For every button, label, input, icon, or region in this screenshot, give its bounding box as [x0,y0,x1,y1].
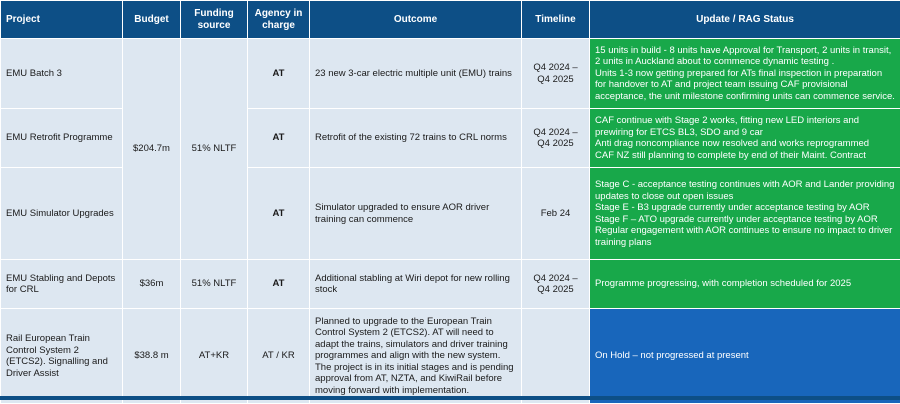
status-line: Stage E - B3 upgrade currently under acceptance testing by AOR [595,202,895,214]
status-line: training plans [595,237,895,249]
funding-value: 51% NLTF [181,39,248,260]
timeline-cell [522,309,590,404]
status-line: Anti drag noncompliance now resolved and works reprogrammed [595,138,895,150]
project-name: EMU Batch 3 [1,39,123,109]
funding-value: AT+KR [181,309,248,404]
funding-value: 51% NLTF [181,260,248,309]
status-line: 15 units in build - 8 units have Approval for Transport, 2 units in transit, [595,45,895,57]
timeline-cell [522,39,590,109]
status-cell [590,168,900,260]
table-row [1,309,900,404]
status-line: Units 1-3 now getting prepared for ATs final inspection in preparation [595,68,895,80]
status-line: On Hold – not progressed at present [595,350,895,362]
outcome-text: Retrofit of the existing 72 trains to CRL norms [310,109,522,168]
agency-value: AT [248,39,310,109]
table-row [1,260,900,309]
timeline-start: Q4 2024 – [527,273,584,285]
timeline-end: Q4 2025 [527,284,584,296]
timeline-start: Q4 2024 – [527,62,584,74]
timeline-cell [522,109,590,168]
agency-value: AT / KR [248,309,310,404]
agency-value: AT [248,109,310,168]
project-name: EMU Stabling and Depots for CRL [1,260,123,309]
agency-value: AT [248,168,310,260]
project-name: EMU Retrofit Programme [1,109,123,168]
status-line: CAF continue with Stage 2 works, fitting new LED interiors and [595,115,895,127]
timeline-start: Feb 24 [527,208,584,220]
budget-value: $38.8 m [123,309,181,404]
status-line: updates to close out open issues [595,191,895,203]
header-budget: Budget [123,1,181,39]
timeline-start: Q4 2024 – [527,127,584,139]
timeline-end: Q4 2025 [527,138,584,150]
status-line: CAF NZ still planning to complete by end of their Maint. Contract [595,150,895,162]
header-status: Update / RAG Status [590,1,900,39]
header-outcome: Outcome [310,1,522,39]
outcome-text: Additional stabling at Wiri depot for new rolling stock [310,260,522,309]
agency-value: AT [248,260,310,309]
timeline-end: Q4 2025 [527,74,584,86]
header-agency: Agency in charge [248,1,310,39]
status-line: Stage F – ATO upgrade currently under acceptance testing by AOR [595,214,895,226]
header-project: Project [1,1,123,39]
status-line: Regular engagement with AOR continues to ensure no impact to driver [595,225,895,237]
timeline-cell [522,260,590,309]
status-line: 2 units in Auckland about to commence dynamic testing . [595,56,895,68]
table-row [1,39,900,109]
status-cell [590,309,900,404]
outcome-text: 23 new 3-car electric multiple unit (EMU) trains [310,39,522,109]
project-name: Rail European Train Control System 2 (ETCS2). Signalling and Driver Assist [1,309,123,404]
footer-strip [0,396,900,400]
status-line: prewiring for ETCS BL3, SDO and 9 car [595,127,895,139]
status-line: Programme progressing, with completion scheduled for 2025 [595,278,895,290]
budget-value: $204.7m [123,39,181,260]
status-line: for handover to AT and project team issuing CAF provisional [595,79,895,91]
project-name: EMU Simulator Upgrades [1,168,123,260]
status-line: acceptance, the unit milestone confirming units can commence service. [595,91,895,103]
header-funding: Funding source [181,1,248,39]
status-cell [590,109,900,168]
status-line: Stage C - acceptance testing continues with AOR and Lander providing [595,179,895,191]
header-timeline: Timeline [522,1,590,39]
status-cell [590,260,900,309]
header-row [1,1,900,39]
outcome-text: Planned to upgrade to the European Train Control System 2 (ETCS2). AT will need to adapt the trains, simulators and driver training programmes and align with the new system. The project is in its initial stages and is pending approval from AT, NZTA, and KiwiRail before moving forward with implementation. [310,309,522,404]
budget-value: $36m [123,260,181,309]
timeline-cell [522,168,590,260]
outcome-text: Simulator upgraded to ensure AOR driver training can commence [310,168,522,260]
status-cell [590,39,900,109]
